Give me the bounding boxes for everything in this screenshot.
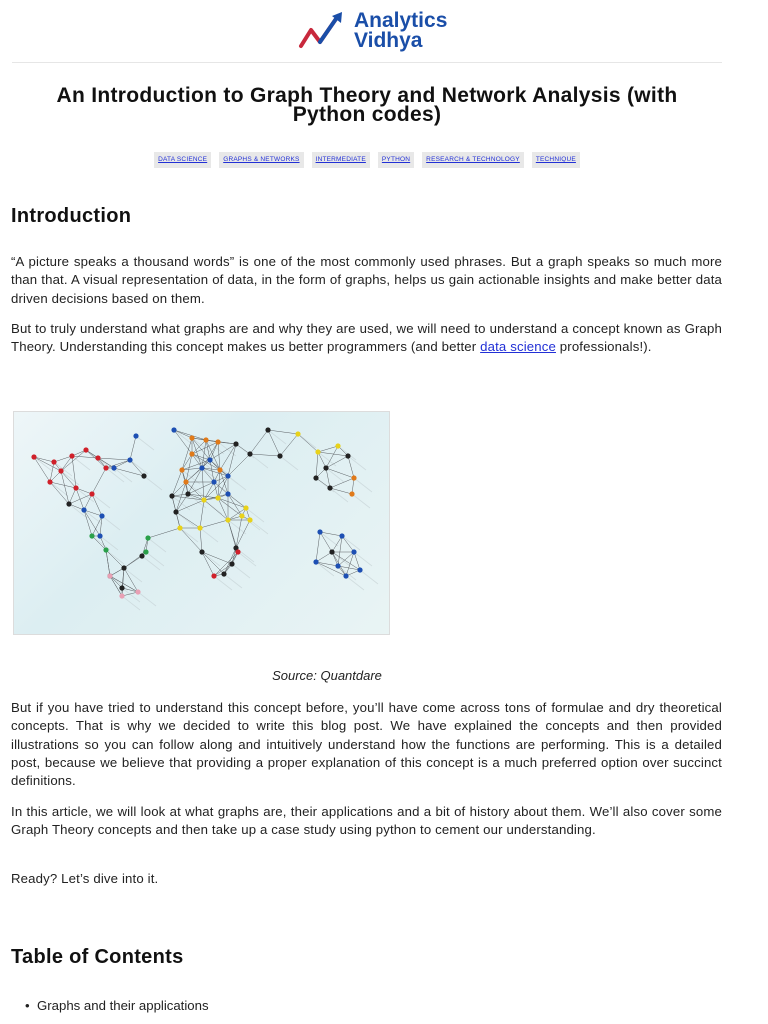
network-edge xyxy=(224,548,236,574)
network-edge xyxy=(148,528,180,538)
network-node xyxy=(99,513,104,518)
network-node xyxy=(197,525,202,530)
paragraph: “A picture speaks a thousand words” is one of the most commonly used phrases. But a graph speaks so much more than that. A visual representation of data, in the form of graphs, helps us gain actionable insights and make better data driven decisions based on them. xyxy=(11,254,722,306)
node-shadow xyxy=(124,568,142,582)
node-shadow xyxy=(72,456,90,470)
network-node xyxy=(295,431,300,436)
network-edge xyxy=(236,520,250,548)
network-node xyxy=(211,479,216,484)
paragraph: In this article, we will look at what graphs are, their applications and a bit of history about them. We’ll also cover some Graph Theory concepts and then take up a case study using python to cement our understanding. xyxy=(11,804,722,838)
network-edge xyxy=(348,456,354,478)
network-node xyxy=(327,485,332,490)
network-node xyxy=(217,467,222,472)
network-edge xyxy=(228,494,246,508)
network-node xyxy=(351,549,356,554)
network-node xyxy=(81,507,86,512)
network-node xyxy=(315,449,320,454)
network-node xyxy=(215,495,220,500)
network-node xyxy=(97,533,102,538)
network-node xyxy=(203,437,208,442)
network-edge xyxy=(106,460,130,468)
node-shadow xyxy=(114,468,132,482)
network-node xyxy=(135,589,140,594)
network-edge xyxy=(130,460,144,476)
network-node xyxy=(247,517,252,522)
network-node xyxy=(127,457,132,462)
network-node xyxy=(173,509,178,514)
network-node xyxy=(335,563,340,568)
tag-link[interactable]: INTERMEDIATE xyxy=(312,152,370,168)
network-node xyxy=(313,475,318,480)
network-edge xyxy=(202,552,214,576)
network-edge xyxy=(228,444,236,476)
network-edge xyxy=(236,516,242,548)
tag-list xyxy=(0,152,734,168)
node-shadow xyxy=(354,478,372,492)
paragraph xyxy=(11,320,722,357)
network-node xyxy=(189,435,194,440)
node-shadow xyxy=(320,532,338,546)
network-edge xyxy=(228,454,250,476)
network-node xyxy=(225,517,230,522)
network-node xyxy=(233,441,238,446)
network-node xyxy=(73,485,78,490)
node-shadow xyxy=(102,516,120,530)
network-edge xyxy=(130,436,136,460)
network-edge xyxy=(332,536,342,552)
logo-line-2: Vidhya xyxy=(354,29,423,52)
site-header xyxy=(12,0,722,63)
network-node xyxy=(343,573,348,578)
network-node xyxy=(69,453,74,458)
network-node xyxy=(121,565,126,570)
network-node xyxy=(215,439,220,444)
network-edge xyxy=(106,550,110,576)
network-edge xyxy=(172,470,182,496)
node-shadow xyxy=(122,596,140,610)
network-node xyxy=(143,549,148,554)
network-node xyxy=(119,593,124,598)
network-node xyxy=(103,465,108,470)
network-node xyxy=(277,453,282,458)
network-node xyxy=(177,525,182,530)
network-node xyxy=(323,465,328,470)
network-node xyxy=(239,513,244,518)
node-shadow xyxy=(354,552,372,566)
network-node xyxy=(221,571,226,576)
network-edge xyxy=(98,458,130,460)
network-node xyxy=(339,533,344,538)
node-shadow xyxy=(110,576,128,590)
network-edge xyxy=(298,434,318,452)
network-node xyxy=(225,473,230,478)
network-node xyxy=(51,459,56,464)
section-heading-toc: Table of Contents xyxy=(11,946,184,968)
network-edge xyxy=(124,556,142,568)
world-network-image xyxy=(13,411,390,635)
paragraph-text: But to truly understand what graphs are and why they are used, we will need to understand a concept known as Graph Theory. Understanding this concept makes us better programmers (and better xyxy=(11,321,722,355)
network-edge xyxy=(220,444,236,470)
network-edge xyxy=(92,468,106,494)
node-shadow xyxy=(332,552,350,566)
network-edge xyxy=(72,456,76,488)
node-shadow xyxy=(346,576,364,590)
node-shadow xyxy=(148,538,166,552)
section-heading-introduction: Introduction xyxy=(11,205,132,227)
network-node xyxy=(47,479,52,484)
node-shadow xyxy=(92,494,110,508)
node-shadow xyxy=(360,570,378,584)
network-edge xyxy=(268,430,280,456)
network-node xyxy=(89,533,94,538)
node-shadow xyxy=(352,494,370,508)
logo-text xyxy=(354,11,447,51)
article-title: An Introduction to Graph Theory and Network Analysis (with Python codes) xyxy=(56,84,678,126)
network-node xyxy=(317,529,322,534)
network-node xyxy=(229,561,234,566)
network-node xyxy=(329,549,334,554)
node-shadow xyxy=(106,550,124,564)
network-edge xyxy=(202,552,224,574)
node-shadow xyxy=(250,454,268,468)
tag-link[interactable]: RESEARCH & TECHNOLOGY xyxy=(422,152,524,168)
node-shadow xyxy=(200,528,218,542)
network-node xyxy=(235,549,240,554)
network-edge xyxy=(218,498,246,508)
network-node xyxy=(183,479,188,484)
network-edge xyxy=(106,550,124,568)
network-edge xyxy=(320,532,332,552)
network-node xyxy=(95,455,100,460)
node-shadow xyxy=(348,456,366,470)
node-shadow xyxy=(142,556,160,570)
network-node xyxy=(313,559,318,564)
network-edge xyxy=(280,434,298,456)
network-node xyxy=(199,465,204,470)
node-shadow xyxy=(136,436,154,450)
network-edge xyxy=(114,460,130,468)
network-node xyxy=(171,427,176,432)
network-node xyxy=(31,454,36,459)
network-edge xyxy=(122,568,124,596)
network-node xyxy=(207,457,212,462)
network-node xyxy=(103,547,108,552)
network-node xyxy=(66,501,71,506)
network-node xyxy=(345,453,350,458)
network-map-illustration xyxy=(14,412,389,634)
network-edge xyxy=(338,536,342,566)
network-node xyxy=(225,491,230,496)
logo-mark-icon xyxy=(298,10,350,52)
network-edge xyxy=(84,510,100,536)
network-edge xyxy=(330,478,354,488)
tag-link[interactable]: GRAPHS & NETWORKS xyxy=(219,152,303,168)
tag-link[interactable]: TECHNIQUE xyxy=(532,152,580,168)
node-shadow xyxy=(280,456,298,470)
site-logo[interactable] xyxy=(298,10,447,52)
node-shadow xyxy=(100,536,118,550)
node-shadow xyxy=(144,476,162,490)
network-edge xyxy=(61,456,72,471)
network-edge xyxy=(326,468,354,478)
network-edge xyxy=(318,452,326,468)
network-node xyxy=(211,573,216,578)
network-edge xyxy=(228,494,242,516)
node-shadow xyxy=(326,468,344,482)
network-node xyxy=(335,443,340,448)
network-node xyxy=(351,475,356,480)
network-edge xyxy=(84,510,102,516)
network-node xyxy=(111,465,116,470)
network-node xyxy=(141,473,146,478)
paragraph-text: professionals!). xyxy=(555,339,652,355)
node-shadow xyxy=(130,460,148,474)
node-shadow xyxy=(202,552,220,566)
network-node xyxy=(189,451,194,456)
node-shadow xyxy=(180,528,198,542)
node-shadow xyxy=(138,592,156,606)
network-edge xyxy=(320,532,342,536)
data-science-link[interactable]: data science xyxy=(480,339,556,355)
network-edge xyxy=(200,520,228,528)
network-node xyxy=(179,467,184,472)
network-edge xyxy=(180,528,202,552)
network-edge xyxy=(250,454,280,456)
network-node xyxy=(243,505,248,510)
network-node xyxy=(133,433,138,438)
network-node xyxy=(199,549,204,554)
network-edge xyxy=(250,430,268,454)
network-node xyxy=(357,567,362,572)
logo-line-1: Analytics xyxy=(354,9,448,32)
network-edge xyxy=(188,468,202,494)
network-edge xyxy=(316,562,338,566)
network-node xyxy=(265,427,270,432)
network-node xyxy=(247,451,252,456)
toc-list xyxy=(37,998,209,1013)
network-edge xyxy=(92,494,102,516)
network-node xyxy=(83,447,88,452)
network-node xyxy=(119,585,124,590)
network-edge xyxy=(54,456,72,462)
network-edge xyxy=(316,452,318,478)
node-shadow xyxy=(238,552,256,566)
node-shadow xyxy=(250,520,268,534)
network-edge xyxy=(316,552,332,562)
network-node xyxy=(107,573,112,578)
network-edge xyxy=(50,462,54,482)
node-shadow xyxy=(228,520,246,534)
node-shadow xyxy=(330,488,348,502)
network-node xyxy=(185,491,190,496)
network-node xyxy=(89,491,94,496)
network-edge xyxy=(316,532,320,562)
node-shadow xyxy=(228,476,246,490)
network-node xyxy=(58,468,63,473)
node-shadow xyxy=(146,552,164,566)
network-edge xyxy=(84,494,92,510)
network-edge xyxy=(84,510,92,536)
paragraph: Ready? Let’s dive into it. xyxy=(11,871,159,886)
node-shadow xyxy=(232,564,250,578)
network-node xyxy=(201,497,206,502)
paragraph: But if you have tried to understand this concept before, you’ll have come across tons of formulae and dry theoretical concepts. That is why we decided to write this blog post. We have explained the concepts and then provided illustrations so you can follow along and intuitively understand how the functions are performing. This is a detailed post, because we believe that providing a proper explanation of this concept is a much preferred option over succinct definitions. xyxy=(11,700,722,789)
network-edge xyxy=(200,528,202,552)
image-caption: Source: Quantdare xyxy=(272,668,382,683)
network-node xyxy=(139,553,144,558)
network-node xyxy=(169,493,174,498)
network-edge xyxy=(34,457,50,482)
tag-link[interactable]: DATA SCIENCE xyxy=(154,152,211,168)
toc-item[interactable]: • Graphs and their applications xyxy=(37,998,209,1013)
network-node xyxy=(349,491,354,496)
network-node xyxy=(145,535,150,540)
tag-link[interactable]: PYTHON xyxy=(378,152,414,168)
